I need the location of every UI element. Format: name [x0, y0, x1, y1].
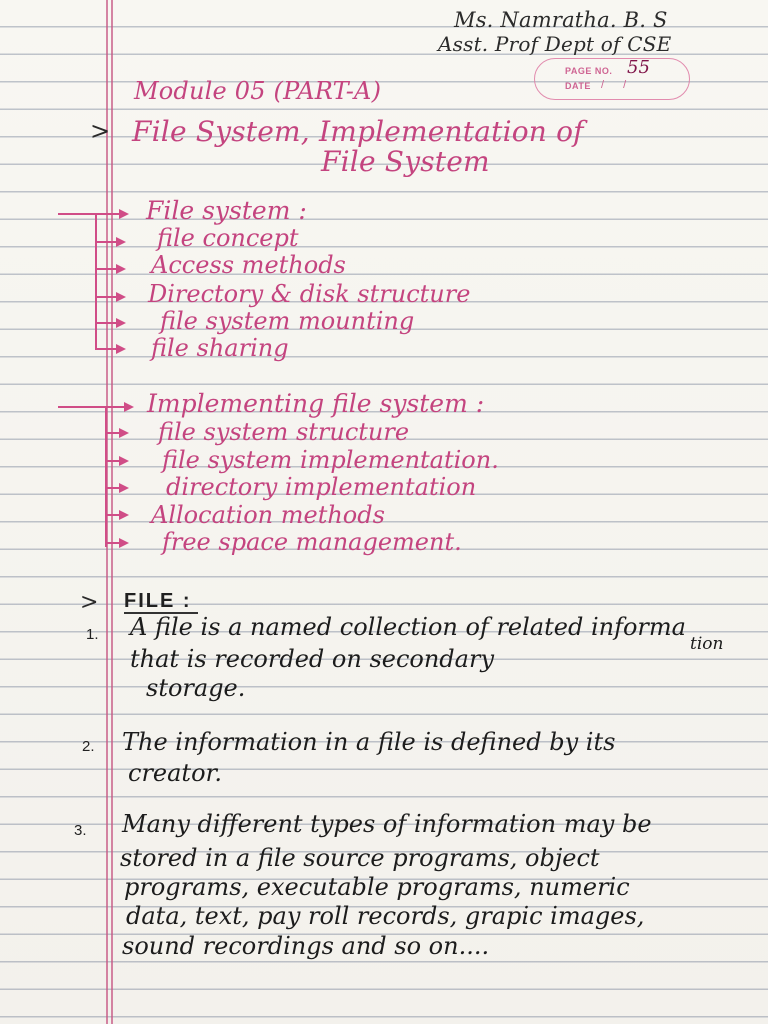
arrow-icon	[119, 510, 129, 520]
main-title-line-2: File System	[321, 145, 490, 178]
point-3-line-5: sound recordings and so on....	[122, 932, 490, 960]
margin-line-right	[111, 0, 113, 1024]
point-number: 1.	[86, 626, 99, 643]
author-name: Ms. Namratha. B. S	[454, 8, 668, 32]
point-3-line-1: Many different types of information may be	[122, 810, 652, 838]
title-bullet: >	[90, 117, 111, 145]
list-connector	[95, 296, 116, 298]
module-title: Module 05 (PART-A)	[134, 77, 382, 105]
list-item: file system implementation.	[162, 446, 499, 474]
section-connector-top	[58, 406, 125, 408]
list-item: file system mounting	[160, 307, 415, 335]
arrow-icon	[119, 456, 129, 466]
list-item: Access methods	[151, 251, 346, 279]
point-2-line-2: creator.	[128, 759, 222, 787]
point-3-line-2: stored in a file source programs, object	[120, 844, 600, 872]
list-item: file sharing	[151, 334, 289, 362]
arrow-icon	[119, 428, 129, 438]
arrow-icon	[124, 402, 134, 412]
main-title-line-1: File System, Implementation of	[132, 115, 584, 148]
arrow-icon	[119, 538, 129, 548]
point-2-line-1: The information in a file is defined by its	[122, 728, 616, 756]
list-item: free space management.	[162, 528, 462, 556]
date-label: DATE	[565, 81, 591, 91]
list-item: file system structure	[158, 418, 410, 446]
file-section-heading: FILE :	[124, 590, 192, 612]
arrow-icon	[116, 292, 126, 302]
list-connector	[105, 487, 119, 489]
list-connector	[105, 514, 119, 516]
author-designation: Asst. Prof Dept of CSE	[438, 32, 672, 56]
list-connector	[95, 322, 116, 324]
section-connector-top	[58, 213, 120, 215]
list-item: directory implementation	[166, 473, 477, 501]
point-1-line-1: A file is a named collection of related informa	[130, 613, 686, 641]
point-number: 2.	[82, 738, 95, 755]
date-value: / /	[601, 79, 635, 91]
bracket-line	[105, 406, 107, 547]
page-stamp	[534, 58, 690, 100]
arrow-icon	[116, 237, 126, 247]
section-heading-implementing-file-system: Implementing file system :	[147, 389, 485, 418]
list-connector	[105, 542, 119, 544]
list-item: file concept	[157, 224, 299, 252]
arrow-icon	[116, 344, 126, 354]
arrow-icon	[116, 318, 126, 328]
point-3-line-4: data, text, pay roll records, grapic images,	[126, 902, 645, 930]
list-item: Allocation methods	[151, 501, 385, 529]
page-number-value: 55	[627, 57, 650, 78]
point-1-line-1-continuation: tion	[690, 634, 724, 654]
point-number: 3.	[74, 822, 87, 839]
file-section-bullet: >	[80, 590, 99, 615]
list-item: Directory & disk structure	[148, 280, 471, 308]
arrow-icon	[119, 483, 129, 493]
point-3-line-3: programs, executable programs, numeric	[124, 873, 630, 901]
arrow-icon	[116, 264, 126, 274]
list-connector	[105, 432, 119, 434]
section-heading-file-system: File system :	[146, 196, 307, 225]
bracket-line	[95, 213, 97, 349]
list-connector	[95, 348, 116, 350]
point-1-line-3: storage.	[146, 674, 246, 702]
point-1-line-2: that is recorded on secondary	[130, 645, 495, 673]
list-connector	[105, 460, 119, 462]
page-number-label: PAGE NO.	[565, 66, 613, 76]
arrow-icon	[119, 209, 129, 219]
list-connector	[95, 268, 116, 270]
list-connector	[95, 241, 116, 243]
